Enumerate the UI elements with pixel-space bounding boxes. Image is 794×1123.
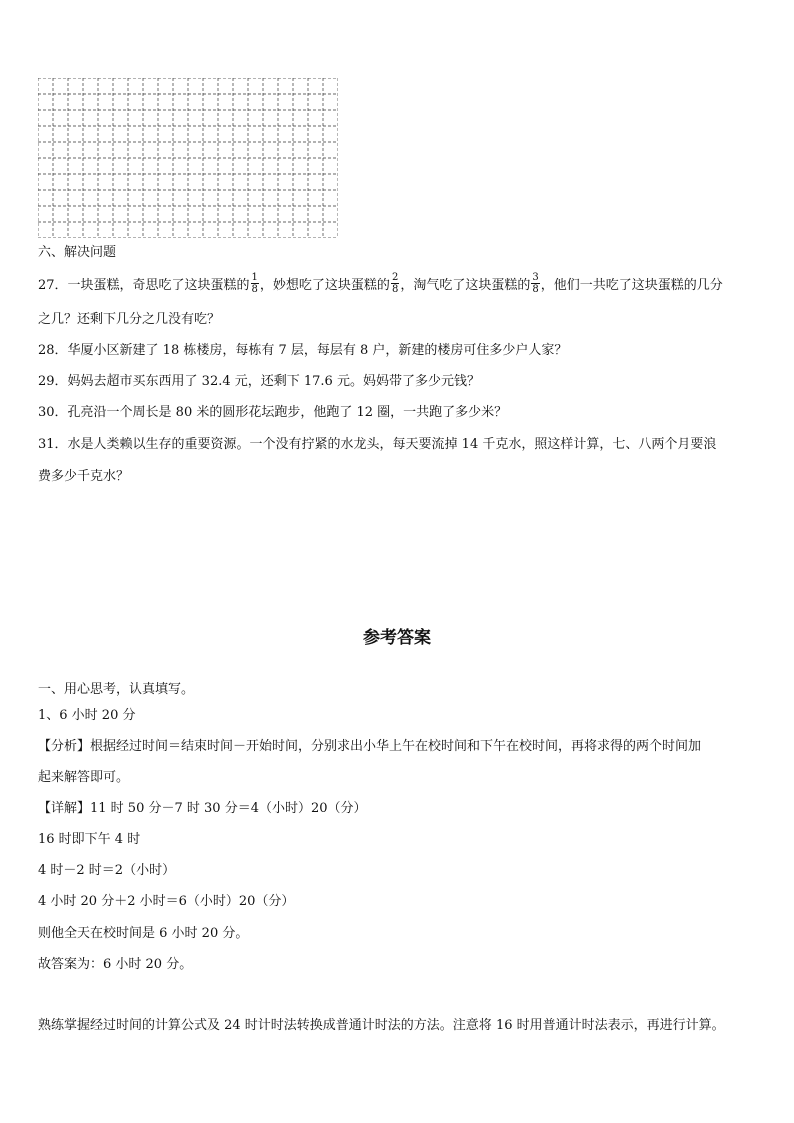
problem-27-line1 [38,274,723,297]
problem-30: 30．孔亮沿一个周长是 80 米的圆形花坛跑步，他跑了 12 圈，一共跑了多少米？ [38,405,508,420]
answers-title: 参考答案 [363,628,431,648]
answers-section-one: 一、用心思考，认真填写。 [38,682,195,697]
fraction-three-eighths: $\frac{3}{8}$ [532,272,539,295]
analysis-line1: 【分析】根据经过时间＝结束时间－开始时间，分别求出小华上午在校时间和下午在校时间，再将求得的两个时间加 [38,739,702,754]
section-six-heading: 六、解决问题 [38,245,117,260]
problem-27-line2: 之几？还剩下几分之几没有吃？ [38,312,221,327]
summary-line: 熟练掌握经过时间的计算公式及 24 时计时法转换成普通计时法的方法。注意将 16 时用普通计时法表示，再进行计算。 [38,1018,725,1033]
fraction-two-eighths: $\frac{2}{8}$ [391,272,399,295]
detail-line3: 4 时－2 时＝2（小时） [38,863,176,878]
detail-line4: 4 小时 20 分＋2 小时＝6（小时）20（分） [38,894,295,909]
problem-29: 29．妈妈去超市买东西用了 32.4 元，还剩下 17.6 元。妈妈带了多少元钱？ [38,374,480,389]
problem-27-text-d: ，他们一共吃了这块蛋糕的几分 [540,278,723,293]
problem-28: 28．华厦小区新建了 18 栋楼房，每栋有 7 层，每层有 8 户，新建的楼房可住多少户人家？ [38,343,568,358]
detail-line1: 【详解】11 时 50 分－7 时 30 分＝4（小时）20（分） [38,801,367,816]
problem-31-line2: 费多少千克水？ [38,469,130,484]
dashed-grid [38,78,338,238]
problem-27-text-a: 27．一块蛋糕，奇思吃了这块蛋糕的 [38,278,250,293]
detail-line6: 故答案为：6 小时 20 分。 [38,957,193,972]
answer-item-1: 1、6 小时 20 分 [38,708,136,723]
analysis-line2: 起来解答即可。 [38,770,130,785]
fraction-one-eighth: $\frac{1}{8}$ [251,272,258,295]
problem-27-text-b: ，妙想吃了这块蛋糕的 [259,278,390,293]
problem-31-line1: 31．水是人类赖以生存的重要资源。一个没有拧紧的水龙头，每天要流掉 14 千克水，照这样计算，七、八两个月要浪 [38,437,717,452]
detail-line5: 则他全天在校时间是 6 小时 20 分。 [38,926,249,941]
detail-line2: 16 时即下午 4 时 [38,832,141,847]
problem-27-text-c: ，淘气吃了这块蛋糕的 [400,278,531,293]
